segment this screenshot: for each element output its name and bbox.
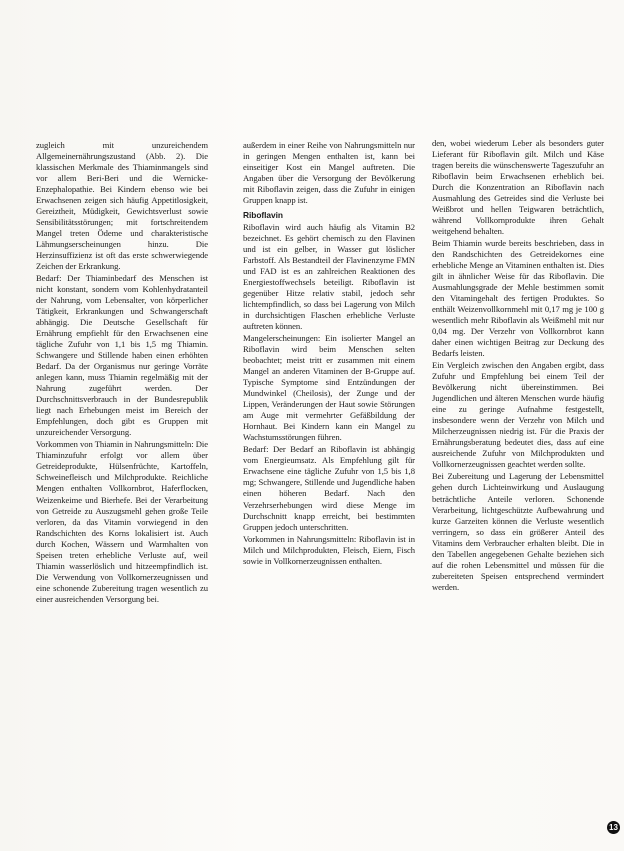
paragraph: zugleich mit unzureichendem Allgemeinernährungszustand (Abb. 2). Die klassischen Merkmale des Thiaminmangels sind vor allem Beri-Beri und die Wernicke-Enzephalopathie. Bei Kindern ebenso wie bei Erwachsenen zeigen sich häufig Appetitlosigkeit, Gereiztheit, Müdigkeit, Gewichtsverlust sowie Sensibilitätsstörungen; mit fortschreitendem Mangel treten Ödeme und charakteristische Lähmungserscheinungen hinzu. Die Herzinsuffizienz ist oft das erste schwerwiegende Zeichen der Erkrankung. — [36, 140, 208, 272]
paragraph: den, wobei wiederum Leber als besonders guter Lieferant für Riboflavin gilt. Milch und Käse tragen bereits die wünschenswerte Tageszufuhr an Riboflavin beim Erwachsenen erheblich bei. Durch die Konzentration an Riboflavin nach Ausmahlung des Getreides sind die Verluste bei Weißbrot und hellen Teigwaren beträchtlich, während Vollkornprodukte ihren Gehalt weitgehend behalten. — [432, 138, 604, 237]
page-number: 13 — [607, 821, 620, 834]
paragraph: Bedarf: Der Bedarf an Riboflavin ist abhängig vom Energieumsatz. Als Empfehlung gilt für Erwachsene eine tägliche Zufuhr von 1,5 bis 1,8 mg; Schwangere, Stillende und Jugendliche haben einen höheren Bedarf. Nach den Verzehrserhebungen wird diese Menge im Durchschnitt knapp erreicht, bei bestimmten Gruppen jedoch unterschritten. — [243, 444, 415, 532]
paragraph: Riboflavin wird auch häufig als Vitamin B2 bezeichnet. Es gehört chemisch zu den Flavinen und ist ein gelber, in Wasser gut löslicher Farbstoff. Als Bestandteil der Flavinenzyme FMN und FAD ist es an zahlreichen Reaktionen des Energiestoffwechsels beteiligt. Riboflavin ist gegenüber Hitze relativ stabil, jedoch sehr lichtempfindlich, so dass bei Lagerung von Milch in durchsichtigen Flaschen erhebliche Verluste auftreten können. — [243, 222, 415, 332]
paragraph: Mangelerscheinungen: Ein isolierter Mangel an Riboflavin wird beim Menschen selten beobachtet; meist tritt er zusammen mit einem Mangel an anderen Vitaminen der B-Gruppe auf. Typische Symptome sind Entzündungen der Mundwinkel (Cheilosis), der Zunge und der Lippen, Veränderungen der Haut sowie Störungen am Auge mit vermehrter Gefäßbildung der Hornhaut. Bei Kindern kann ein Mangel zu Wachstumsstörungen führen. — [243, 333, 415, 443]
section-heading: Riboflavin — [243, 210, 283, 221]
text-column-middle — [243, 140, 415, 846]
paragraph: Bedarf: Der Thiaminbedarf des Menschen ist nicht konstant, sondern vom Kohlenhydratanteil der Nahrung, vom Lebensalter, von körperlicher Tätigkeit, Erkrankungen und Schwangerschaft abhängig. Die Deutsche Gesellschaft für Ernährung empfiehlt für den Erwachsenen eine tägliche Zufuhr von 1,1 bis 1,5 mg Thiamin. Schwangere und Stillende haben einen erhöhten Bedarf. Da der Organismus nur geringe Vorräte anlegen kann, muss Thiamin regelmäßig mit der Nahrung zugeführt werden. Der Durchschnittsverbrauch in der Bundesrepublik liegt nach Erhebungen meist im Bereich der Empfehlungen, doch gibt es Gruppen mit unzureichender Versorgung. — [36, 273, 208, 438]
paragraph: Vorkommen in Nahrungsmitteln: Riboflavin ist in Milch und Milchprodukten, Fleisch, Eiern, Fisch sowie in Vollkornerzeugnissen enthalten. — [243, 533, 415, 566]
paragraph: Vorkommen von Thiamin in Nahrungsmitteln: Die Thiaminzufuhr erfolgt vor allem über Getreideprodukte, Hülsenfrüchte, Kartoffeln, Schweinefleisch und Milchprodukte. Reichliche Mengen enthalten Vollkornbrot, Haferflocken, Weizenkeime und Bierhefe. Bei der Verarbeitung von Getreide zu Auszugsmehl gehen große Teile verloren, da das Vitamin vorwiegend in den Randschichten des Korns lokalisiert ist. Auch durch Kochen, Wässern und Warmhalten von Speisen treten erhebliche Verluste auf, weil Thiamin wasserlöslich und hitzeempfindlich ist. Die Verwendung von Vollkornerzeugnissen und eine schonende Zubereitung tragen wesentlich zu einer ausreichenden Versorgung bei. — [36, 439, 208, 604]
text-column-right — [432, 138, 604, 844]
paragraph: außerdem in einer Reihe von Nahrungsmitteln nur in geringen Mengen enthalten ist, kann bei einseitiger Kost ein Mangel auftreten. Die Angaben über die Versorgung der Bevölkerung mit Riboflavin zeigen, dass die Zufuhr in einigen Gruppen knapp ist. — [243, 140, 415, 206]
paragraph: Ein Vergleich zwischen den Angaben ergibt, dass Zufuhr und Empfehlung bei einem Teil der Bevölkerung nicht übereinstimmen. Bei Jugendlichen und älteren Menschen wurde häufig eine zu geringe Aufnahme festgestellt, insbesondere wenn der Verzehr von Milch und Milcherzeugnissen niedrig ist. Für die Praxis der Ernährungsberatung bedeutet dies, dass auf eine ausreichende Zufuhr von Milchprodukten und Vollkornerzeugnissen geachtet werden sollte. — [432, 360, 604, 470]
paragraph: Beim Thiamin wurde bereits beschrieben, dass in den Randschichten des Getreidekornes eine erhebliche Menge an Vitaminen enthalten ist. Dies gilt in ähnlicher Weise für das Riboflavin. Die Ausmahlungsgrade der Mehle bestimmen somit den Vitamingehalt des fertigen Produktes. So enthält Weizenvollkornmehl mit 0,17 mg je 100 g wesentlich mehr Riboflavin als Weißmehl mit nur 0,04 mg. Der Verzehr von Vollkornbrot kann daher einen wichtigen Beitrag zur Deckung des Bedarfs leisten. — [432, 238, 604, 359]
paragraph: Bei Zubereitung und Lagerung der Lebensmittel gehen durch Lichteinwirkung und Auslaugung beträchtliche Anteile verloren. Schonende Verarbeitung, lichtgeschützte Aufbewahrung und kurze Garzeiten können die Verluste wesentlich verringern, so dass ein größerer Anteil des Vitamins dem Verbraucher erhalten bleibt. Die in den Tabellen angegebenen Gehalte beziehen sich auf die rohen Lebensmittel und müssen für die zubereiteten Speisen entsprechend vermindert werden. — [432, 471, 604, 592]
text-column-left — [36, 140, 208, 846]
